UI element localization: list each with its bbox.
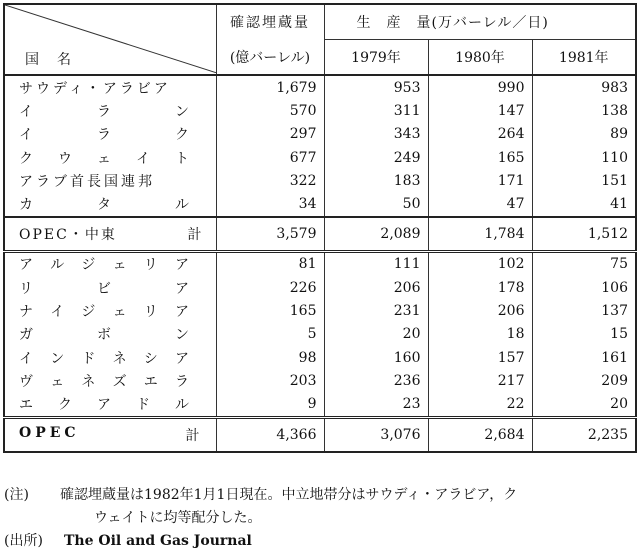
reserves-total: 4,366 xyxy=(216,417,324,452)
table-row xyxy=(4,299,636,322)
country-name-char: ク xyxy=(19,150,33,167)
production-1979: 249 xyxy=(324,146,428,169)
country-name-char: ズ xyxy=(112,373,127,390)
country-name-text xyxy=(19,278,189,298)
country-name xyxy=(4,369,216,392)
country-name-char: ク xyxy=(58,397,72,414)
country-name-char: ン xyxy=(50,350,65,367)
production-1979: 206 xyxy=(324,276,428,299)
country-name-char: ジ xyxy=(81,257,96,274)
country-name-char: ア xyxy=(174,304,189,321)
production-1981: 151 xyxy=(532,169,636,192)
country-name-char: ル xyxy=(175,397,189,414)
subtotal-suffix: 計 xyxy=(187,226,204,243)
table-row xyxy=(4,146,636,169)
country-name-char: イ xyxy=(19,127,33,144)
table-row xyxy=(4,123,636,146)
country-name-text xyxy=(19,101,189,121)
production-1981: 137 xyxy=(532,299,636,322)
production-1981: 20 xyxy=(532,393,636,418)
reserves-value: 81 xyxy=(216,251,324,276)
production-1981: 89 xyxy=(532,123,636,146)
production-1979: 311 xyxy=(324,99,428,122)
country-name-char: ナ xyxy=(19,304,33,321)
reserves-value: 297 xyxy=(216,123,324,146)
country-name xyxy=(4,99,216,122)
source-tag: (出所) xyxy=(4,533,43,549)
table-row xyxy=(4,323,636,346)
production-1980: 157 xyxy=(428,346,532,369)
source-text: The Oil and Gas Journal xyxy=(64,533,252,549)
country-name-char: タ xyxy=(97,197,111,214)
table-row xyxy=(4,393,636,418)
production-1980: 18 xyxy=(428,323,532,346)
production-1979: 160 xyxy=(324,346,428,369)
production-1981: 106 xyxy=(532,276,636,299)
production-1980: 165 xyxy=(428,146,532,169)
table-row xyxy=(4,369,636,392)
production-1980-total: 2,684 xyxy=(428,417,532,452)
table-row xyxy=(4,251,636,276)
country-name-text: サウディ・アラビア xyxy=(19,80,171,97)
production-1981: 138 xyxy=(532,99,636,122)
country-name-char: ク xyxy=(175,127,189,144)
table-row xyxy=(4,346,636,369)
table-row xyxy=(4,99,636,122)
production-1981-total: 2,235 xyxy=(532,417,636,452)
production-1979: 23 xyxy=(324,393,428,418)
reserves-total: 3,579 xyxy=(216,217,324,252)
country-name-char: ア xyxy=(97,397,111,414)
country-name-char: ネ xyxy=(81,373,96,390)
production-1979: 183 xyxy=(324,169,428,192)
total-row xyxy=(4,417,636,452)
country-name-char: ェ xyxy=(112,257,127,274)
reserves-value: 322 xyxy=(216,169,324,192)
country-name-char: ウ xyxy=(58,150,72,167)
footnotes xyxy=(4,484,634,553)
table-row xyxy=(4,75,636,99)
country-name xyxy=(4,146,216,169)
note-tag: (注) xyxy=(4,487,29,503)
reserves-value: 9 xyxy=(216,393,324,418)
country-name-char: イ xyxy=(19,350,33,367)
country-name-char: ド xyxy=(81,350,96,367)
production-1979: 343 xyxy=(324,123,428,146)
source-line xyxy=(4,530,634,553)
subtotal-row xyxy=(4,217,636,252)
country-name xyxy=(4,192,216,216)
production-1980: 217 xyxy=(428,369,532,392)
country-name-char: ヴ xyxy=(19,373,33,390)
country-name-text xyxy=(19,371,189,391)
reserves-value: 203 xyxy=(216,369,324,392)
country-name-char: ビ xyxy=(97,280,111,297)
country-name-char: ア xyxy=(175,280,189,297)
total-name: OPEC xyxy=(19,424,80,441)
production-1980: 264 xyxy=(428,123,532,146)
reserves-value: 677 xyxy=(216,146,324,169)
country-name-char: ェ xyxy=(97,150,111,167)
subtotal-name: OPEC・中東 xyxy=(19,226,117,243)
table-row xyxy=(4,276,636,299)
production-1980: 206 xyxy=(428,299,532,322)
country-name-text xyxy=(19,254,189,274)
country-name-char: ド xyxy=(136,397,150,414)
year-header: 1979年 xyxy=(324,40,428,76)
production-1981: 15 xyxy=(532,323,636,346)
production-1980: 147 xyxy=(428,99,532,122)
reserves-header: 確認埋蔵量 xyxy=(216,4,324,40)
reserves-value: 570 xyxy=(216,99,324,122)
country-name-char: ア xyxy=(19,257,33,274)
country-name-char: エ xyxy=(143,373,158,390)
country-name-char: イ xyxy=(19,103,33,120)
country-name xyxy=(4,75,216,99)
country-name-char: ラ xyxy=(97,103,111,120)
total-suffix: 計 xyxy=(185,427,204,444)
production-1980: 47 xyxy=(428,192,532,216)
subtotal-label xyxy=(4,217,216,252)
country-name xyxy=(4,323,216,346)
country-header: 国 名 xyxy=(25,52,73,68)
country-name xyxy=(4,299,216,322)
country-name-char: ア xyxy=(174,350,189,367)
total-label xyxy=(4,417,216,452)
country-name-char: リ xyxy=(143,257,158,274)
production-1981: 209 xyxy=(532,369,636,392)
production-1981-total: 1,512 xyxy=(532,217,636,252)
country-name-char: イ xyxy=(136,150,150,167)
reserves-value: 165 xyxy=(216,299,324,322)
country-name-char: ェ xyxy=(112,304,127,321)
country-name xyxy=(4,123,216,146)
production-1979: 236 xyxy=(324,369,428,392)
production-1980: 178 xyxy=(428,276,532,299)
production-1979-total: 3,076 xyxy=(324,417,428,452)
country-name-text xyxy=(19,301,189,321)
production-1979: 953 xyxy=(324,75,428,99)
production-1981: 110 xyxy=(532,146,636,169)
table-row xyxy=(4,192,636,216)
country-name xyxy=(4,276,216,299)
production-1979: 20 xyxy=(324,323,428,346)
country-name-char: リ xyxy=(19,280,33,297)
production-1981: 161 xyxy=(532,346,636,369)
production-1979: 111 xyxy=(324,251,428,276)
reserves-unit: (億バーレル) xyxy=(216,40,324,76)
production-1980: 102 xyxy=(428,251,532,276)
country-name-char: ラ xyxy=(97,127,111,144)
country-name-char: ン xyxy=(175,103,189,120)
country-name-text xyxy=(19,124,189,144)
production-1979: 231 xyxy=(324,299,428,322)
production-1981: 75 xyxy=(532,251,636,276)
production-1979-total: 2,089 xyxy=(324,217,428,252)
reserves-value: 1,679 xyxy=(216,75,324,99)
year-header: 1981年 xyxy=(532,40,636,76)
country-name-char: イ xyxy=(50,304,65,321)
year-header: 1980年 xyxy=(428,40,532,76)
country-name-text xyxy=(19,394,189,414)
country-name-char: ボ xyxy=(97,327,111,344)
country-name-text xyxy=(19,324,189,344)
reserves-value: 5 xyxy=(216,323,324,346)
country-name-char: リ xyxy=(143,304,158,321)
production-1980: 990 xyxy=(428,75,532,99)
production-1981: 983 xyxy=(532,75,636,99)
production-1981: 41 xyxy=(532,192,636,216)
production-1980-total: 1,784 xyxy=(428,217,532,252)
country-name xyxy=(4,393,216,418)
note-text: 確認埋蔵量は1982年1月1日現在。中立地帯分はサウディ・アラビア，ク xyxy=(60,487,518,503)
country-name-text xyxy=(19,194,189,214)
country-name-text: アラブ首長国連邦 xyxy=(19,173,155,190)
country-name-text xyxy=(19,348,189,368)
table-row xyxy=(4,169,636,192)
reserves-value: 34 xyxy=(216,192,324,216)
production-1979: 50 xyxy=(324,192,428,216)
country-name-char: ト xyxy=(175,150,189,167)
country-name xyxy=(4,169,216,192)
country-name-char: ェ xyxy=(50,373,65,390)
opec-oil-table xyxy=(3,3,637,453)
country-name xyxy=(4,251,216,276)
country-name-char: ネ xyxy=(112,350,127,367)
country-name-char: ア xyxy=(174,257,189,274)
reserves-value: 226 xyxy=(216,276,324,299)
production-header: 生 産 量(万バーレル／日) xyxy=(324,4,636,40)
country-name-char: ル xyxy=(50,257,65,274)
country-name-char: ジ xyxy=(81,304,96,321)
country-name-text xyxy=(19,148,189,168)
country-name-char: ン xyxy=(175,327,189,344)
country-name-char: ラ xyxy=(174,373,189,390)
country-name xyxy=(4,346,216,369)
country-name-char: ル xyxy=(175,197,189,214)
production-1980: 22 xyxy=(428,393,532,418)
note-continuation: ウェイトに均等配分した。 xyxy=(94,510,262,526)
note-line xyxy=(4,484,634,507)
reserves-value: 98 xyxy=(216,346,324,369)
country-name-char: エ xyxy=(19,397,33,414)
production-1980: 171 xyxy=(428,169,532,192)
country-name-char: ガ xyxy=(19,327,33,344)
country-name-char: シ xyxy=(143,350,158,367)
country-name-char: カ xyxy=(19,197,33,214)
country-header-cell xyxy=(4,4,216,75)
